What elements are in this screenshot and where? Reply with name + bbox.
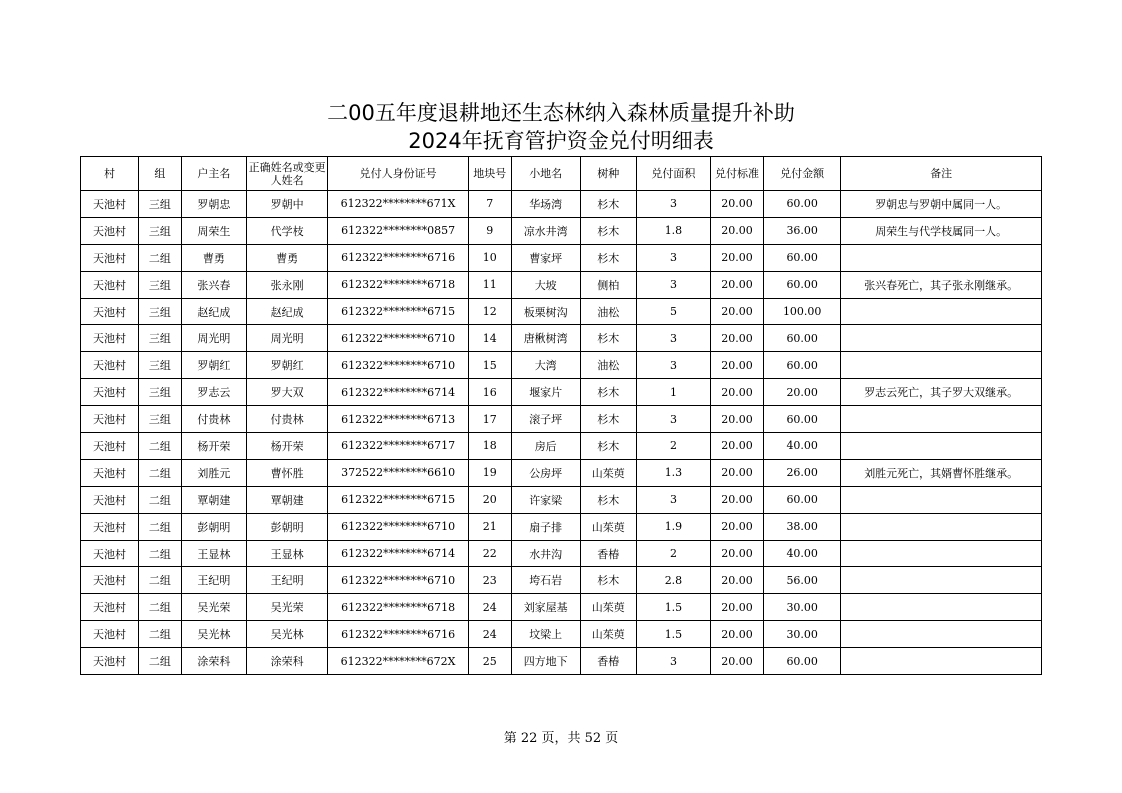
cell-id-number: 612322********6716 xyxy=(328,244,468,271)
cell-place-name: 许家梁 xyxy=(511,486,580,513)
cell-tree-species: 杉木 xyxy=(580,567,636,594)
header-remark: 备注 xyxy=(841,157,1042,191)
cell-standard: 20.00 xyxy=(711,352,764,379)
table-row xyxy=(81,244,1042,271)
header-plot-number: 地块号 xyxy=(468,157,511,191)
page-footer: 第 22 页，共 52 页 xyxy=(503,731,619,746)
cell-amount: 60.00 xyxy=(764,325,841,352)
cell-householder: 付贵林 xyxy=(181,406,246,433)
cell-plot-number: 16 xyxy=(468,379,511,406)
cell-amount: 60.00 xyxy=(764,406,841,433)
cell-remark: 罗朝忠与罗朝中属同一人。 xyxy=(841,191,1042,218)
cell-householder: 王显林 xyxy=(181,540,246,567)
cell-remark xyxy=(841,594,1042,621)
cell-village: 天池村 xyxy=(81,379,139,406)
cell-tree-species: 山茱萸 xyxy=(580,513,636,540)
cell-remark xyxy=(841,648,1042,675)
cell-correct-name: 吴光荣 xyxy=(246,594,327,621)
cell-area: 5 xyxy=(636,298,710,325)
cell-standard: 20.00 xyxy=(711,298,764,325)
cell-correct-name: 代学枝 xyxy=(246,217,327,244)
cell-id-number: 612322********671X xyxy=(328,191,468,218)
cell-plot-number: 23 xyxy=(468,567,511,594)
cell-village: 天池村 xyxy=(81,191,139,218)
cell-standard: 20.00 xyxy=(711,486,764,513)
cell-group: 三组 xyxy=(139,406,182,433)
cell-id-number: 612322********6710 xyxy=(328,325,468,352)
header-standard: 兑付标准 xyxy=(711,157,764,191)
cell-standard: 20.00 xyxy=(711,540,764,567)
cell-group: 三组 xyxy=(139,325,182,352)
cell-amount: 30.00 xyxy=(764,594,841,621)
cell-group: 三组 xyxy=(139,379,182,406)
cell-correct-name: 覃朝建 xyxy=(246,486,327,513)
cell-tree-species: 杉木 xyxy=(580,325,636,352)
cell-id-number: 612322********6714 xyxy=(328,540,468,567)
cell-place-name: 房后 xyxy=(511,433,580,460)
cell-amount: 40.00 xyxy=(764,433,841,460)
cell-remark xyxy=(841,325,1042,352)
cell-place-name: 板栗树沟 xyxy=(511,298,580,325)
cell-place-name: 堰家片 xyxy=(511,379,580,406)
cell-correct-name: 付贵林 xyxy=(246,406,327,433)
cell-tree-species: 山茱萸 xyxy=(580,594,636,621)
cell-id-number: 612322********6710 xyxy=(328,513,468,540)
cell-id-number: 612322********6710 xyxy=(328,567,468,594)
cell-group: 二组 xyxy=(139,648,182,675)
cell-amount: 20.00 xyxy=(764,379,841,406)
cell-place-name: 公房坪 xyxy=(511,459,580,486)
cell-area: 3 xyxy=(636,352,710,379)
cell-area: 3 xyxy=(636,406,710,433)
cell-remark xyxy=(841,513,1042,540)
cell-area: 1.3 xyxy=(636,459,710,486)
cell-standard: 20.00 xyxy=(711,217,764,244)
table-row xyxy=(81,567,1042,594)
cell-group: 二组 xyxy=(139,513,182,540)
table-row xyxy=(81,352,1042,379)
cell-id-number: 612322********6713 xyxy=(328,406,468,433)
cell-standard: 20.00 xyxy=(711,325,764,352)
cell-plot-number: 21 xyxy=(468,513,511,540)
cell-amount: 60.00 xyxy=(764,486,841,513)
cell-place-name: 坟梁上 xyxy=(511,621,580,648)
cell-area: 2 xyxy=(636,540,710,567)
cell-id-number: 612322********0857 xyxy=(328,217,468,244)
cell-householder: 周荣生 xyxy=(181,217,246,244)
cell-group: 二组 xyxy=(139,486,182,513)
header-householder: 户主名 xyxy=(181,157,246,191)
cell-id-number: 612322********6718 xyxy=(328,594,468,621)
cell-householder: 王纪明 xyxy=(181,567,246,594)
cell-place-name: 扇子排 xyxy=(511,513,580,540)
cell-area: 3 xyxy=(636,648,710,675)
table-row xyxy=(81,191,1042,218)
table-row xyxy=(81,433,1042,460)
cell-amount: 60.00 xyxy=(764,648,841,675)
cell-standard: 20.00 xyxy=(711,648,764,675)
cell-place-name: 凉水井湾 xyxy=(511,217,580,244)
cell-standard: 20.00 xyxy=(711,433,764,460)
page-title-line2: 2024年抚育管护资金兑付明细表 xyxy=(408,129,714,153)
cell-remark xyxy=(841,406,1042,433)
table-header-row xyxy=(81,157,1042,191)
cell-id-number: 612322********6715 xyxy=(328,298,468,325)
table-row xyxy=(81,298,1042,325)
cell-standard: 20.00 xyxy=(711,567,764,594)
cell-plot-number: 14 xyxy=(468,325,511,352)
cell-group: 三组 xyxy=(139,271,182,298)
cell-householder: 罗朝红 xyxy=(181,352,246,379)
cell-standard: 20.00 xyxy=(711,244,764,271)
cell-standard: 20.00 xyxy=(711,271,764,298)
cell-householder: 罗志云 xyxy=(181,379,246,406)
cell-group: 二组 xyxy=(139,540,182,567)
cell-village: 天池村 xyxy=(81,567,139,594)
cell-correct-name: 罗朝中 xyxy=(246,191,327,218)
cell-area: 3 xyxy=(636,271,710,298)
cell-householder: 罗朝忠 xyxy=(181,191,246,218)
cell-remark xyxy=(841,567,1042,594)
cell-householder: 吴光荣 xyxy=(181,594,246,621)
cell-id-number: 612322********6717 xyxy=(328,433,468,460)
cell-correct-name: 周光明 xyxy=(246,325,327,352)
cell-id-number: 612322********672X xyxy=(328,648,468,675)
cell-group: 三组 xyxy=(139,217,182,244)
cell-correct-name: 王纪明 xyxy=(246,567,327,594)
cell-place-name: 大湾 xyxy=(511,352,580,379)
cell-plot-number: 15 xyxy=(468,352,511,379)
cell-correct-name: 曹怀胜 xyxy=(246,459,327,486)
cell-householder: 张兴春 xyxy=(181,271,246,298)
cell-remark: 周荣生与代学枝属同一人。 xyxy=(841,217,1042,244)
cell-id-number: 612322********6718 xyxy=(328,271,468,298)
cell-remark xyxy=(841,352,1042,379)
cell-village: 天池村 xyxy=(81,459,139,486)
cell-correct-name: 吴光林 xyxy=(246,621,327,648)
cell-tree-species: 山茱萸 xyxy=(580,621,636,648)
cell-correct-name: 赵纪成 xyxy=(246,298,327,325)
cell-householder: 周光明 xyxy=(181,325,246,352)
header-area: 兑付面积 xyxy=(636,157,710,191)
table-row xyxy=(81,486,1042,513)
table-row xyxy=(81,406,1042,433)
table-row xyxy=(81,379,1042,406)
cell-tree-species: 杉木 xyxy=(580,244,636,271)
header-group: 组 xyxy=(139,157,182,191)
cell-place-name: 四方地下 xyxy=(511,648,580,675)
table-row xyxy=(81,621,1042,648)
cell-group: 三组 xyxy=(139,352,182,379)
cell-householder: 吴光林 xyxy=(181,621,246,648)
cell-area: 3 xyxy=(636,191,710,218)
cell-place-name: 华场湾 xyxy=(511,191,580,218)
cell-tree-species: 杉木 xyxy=(580,379,636,406)
cell-place-name: 水井沟 xyxy=(511,540,580,567)
table-row xyxy=(81,325,1042,352)
cell-standard: 20.00 xyxy=(711,621,764,648)
cell-village: 天池村 xyxy=(81,271,139,298)
cell-plot-number: 25 xyxy=(468,648,511,675)
header-place-name: 小地名 xyxy=(511,157,580,191)
cell-amount: 38.00 xyxy=(764,513,841,540)
cell-tree-species: 侧柏 xyxy=(580,271,636,298)
payment-table xyxy=(80,156,1042,675)
cell-householder: 彭朝明 xyxy=(181,513,246,540)
cell-plot-number: 18 xyxy=(468,433,511,460)
cell-area: 1 xyxy=(636,379,710,406)
table-row xyxy=(81,540,1042,567)
cell-remark: 张兴春死亡，其子张永刚继承。 xyxy=(841,271,1042,298)
cell-group: 三组 xyxy=(139,191,182,218)
cell-place-name: 曹家坪 xyxy=(511,244,580,271)
cell-tree-species: 香椿 xyxy=(580,540,636,567)
cell-remark xyxy=(841,540,1042,567)
cell-householder: 刘胜元 xyxy=(181,459,246,486)
cell-plot-number: 24 xyxy=(468,621,511,648)
cell-remark xyxy=(841,433,1042,460)
cell-area: 1.5 xyxy=(636,621,710,648)
cell-standard: 20.00 xyxy=(711,513,764,540)
cell-correct-name: 罗大双 xyxy=(246,379,327,406)
cell-householder: 曹勇 xyxy=(181,244,246,271)
cell-village: 天池村 xyxy=(81,217,139,244)
table-row xyxy=(81,459,1042,486)
cell-tree-species: 油松 xyxy=(580,352,636,379)
table-row xyxy=(81,513,1042,540)
header-tree-species: 树种 xyxy=(580,157,636,191)
cell-amount: 40.00 xyxy=(764,540,841,567)
cell-remark: 刘胜元死亡，其婿曹怀胜继承。 xyxy=(841,459,1042,486)
cell-plot-number: 19 xyxy=(468,459,511,486)
cell-group: 二组 xyxy=(139,621,182,648)
cell-village: 天池村 xyxy=(81,513,139,540)
cell-area: 3 xyxy=(636,486,710,513)
cell-plot-number: 12 xyxy=(468,298,511,325)
cell-correct-name: 杨开荣 xyxy=(246,433,327,460)
cell-tree-species: 杉木 xyxy=(580,217,636,244)
header-amount: 兑付金额 xyxy=(764,157,841,191)
cell-amount: 30.00 xyxy=(764,621,841,648)
cell-remark xyxy=(841,486,1042,513)
cell-place-name: 滚子坪 xyxy=(511,406,580,433)
cell-correct-name: 罗朝红 xyxy=(246,352,327,379)
cell-plot-number: 24 xyxy=(468,594,511,621)
table-row xyxy=(81,271,1042,298)
cell-area: 3 xyxy=(636,244,710,271)
cell-householder: 赵纪成 xyxy=(181,298,246,325)
cell-area: 2 xyxy=(636,433,710,460)
cell-area: 1.9 xyxy=(636,513,710,540)
cell-standard: 20.00 xyxy=(711,459,764,486)
table-row xyxy=(81,648,1042,675)
table-row xyxy=(81,594,1042,621)
cell-plot-number: 10 xyxy=(468,244,511,271)
cell-amount: 56.00 xyxy=(764,567,841,594)
cell-amount: 60.00 xyxy=(764,352,841,379)
cell-remark xyxy=(841,621,1042,648)
cell-group: 二组 xyxy=(139,567,182,594)
cell-standard: 20.00 xyxy=(711,594,764,621)
page-title-line1: 二00五年度退耕地还生态林纳入森林质量提升补助 xyxy=(327,101,795,125)
cell-place-name: 大坡 xyxy=(511,271,580,298)
cell-plot-number: 17 xyxy=(468,406,511,433)
cell-tree-species: 杉木 xyxy=(580,486,636,513)
header-village: 村 xyxy=(81,157,139,191)
cell-standard: 20.00 xyxy=(711,406,764,433)
cell-village: 天池村 xyxy=(81,648,139,675)
cell-id-number: 612322********6715 xyxy=(328,486,468,513)
cell-amount: 100.00 xyxy=(764,298,841,325)
cell-village: 天池村 xyxy=(81,540,139,567)
cell-standard: 20.00 xyxy=(711,191,764,218)
cell-amount: 60.00 xyxy=(764,191,841,218)
cell-id-number: 612322********6710 xyxy=(328,352,468,379)
cell-group: 三组 xyxy=(139,298,182,325)
cell-tree-species: 杉木 xyxy=(580,406,636,433)
cell-group: 二组 xyxy=(139,594,182,621)
cell-village: 天池村 xyxy=(81,486,139,513)
cell-correct-name: 王显林 xyxy=(246,540,327,567)
header-correct-name: 正确姓名或变更人姓名 xyxy=(246,157,327,191)
cell-group: 二组 xyxy=(139,459,182,486)
cell-tree-species: 山茱萸 xyxy=(580,459,636,486)
cell-id-number: 372522********6610 xyxy=(328,459,468,486)
cell-village: 天池村 xyxy=(81,594,139,621)
cell-id-number: 612322********6714 xyxy=(328,379,468,406)
cell-amount: 26.00 xyxy=(764,459,841,486)
cell-plot-number: 7 xyxy=(468,191,511,218)
cell-id-number: 612322********6716 xyxy=(328,621,468,648)
cell-village: 天池村 xyxy=(81,433,139,460)
cell-group: 二组 xyxy=(139,244,182,271)
table-row xyxy=(81,217,1042,244)
cell-area: 2.8 xyxy=(636,567,710,594)
cell-tree-species: 杉木 xyxy=(580,191,636,218)
cell-area: 1.5 xyxy=(636,594,710,621)
cell-tree-species: 香椿 xyxy=(580,648,636,675)
cell-amount: 60.00 xyxy=(764,271,841,298)
cell-place-name: 刘家屋基 xyxy=(511,594,580,621)
cell-village: 天池村 xyxy=(81,298,139,325)
cell-tree-species: 油松 xyxy=(580,298,636,325)
cell-village: 天池村 xyxy=(81,621,139,648)
cell-correct-name: 张永刚 xyxy=(246,271,327,298)
cell-correct-name: 涂荣科 xyxy=(246,648,327,675)
cell-amount: 60.00 xyxy=(764,244,841,271)
cell-correct-name: 彭朝明 xyxy=(246,513,327,540)
cell-amount: 36.00 xyxy=(764,217,841,244)
cell-group: 二组 xyxy=(139,433,182,460)
cell-standard: 20.00 xyxy=(711,379,764,406)
cell-area: 1.8 xyxy=(636,217,710,244)
cell-householder: 杨开荣 xyxy=(181,433,246,460)
cell-place-name: 唐楸树湾 xyxy=(511,325,580,352)
cell-correct-name: 曹勇 xyxy=(246,244,327,271)
cell-remark xyxy=(841,244,1042,271)
cell-village: 天池村 xyxy=(81,406,139,433)
cell-householder: 覃朝建 xyxy=(181,486,246,513)
cell-plot-number: 9 xyxy=(468,217,511,244)
table-body xyxy=(81,191,1042,675)
cell-village: 天池村 xyxy=(81,244,139,271)
cell-village: 天池村 xyxy=(81,352,139,379)
cell-remark xyxy=(841,298,1042,325)
cell-plot-number: 20 xyxy=(468,486,511,513)
cell-remark: 罗志云死亡，其子罗大双继承。 xyxy=(841,379,1042,406)
cell-area: 3 xyxy=(636,325,710,352)
cell-tree-species: 杉木 xyxy=(580,433,636,460)
header-id-number: 兑付人身份证号 xyxy=(328,157,468,191)
cell-plot-number: 11 xyxy=(468,271,511,298)
cell-village: 天池村 xyxy=(81,325,139,352)
cell-place-name: 垮石岩 xyxy=(511,567,580,594)
cell-householder: 涂荣科 xyxy=(181,648,246,675)
cell-plot-number: 22 xyxy=(468,540,511,567)
